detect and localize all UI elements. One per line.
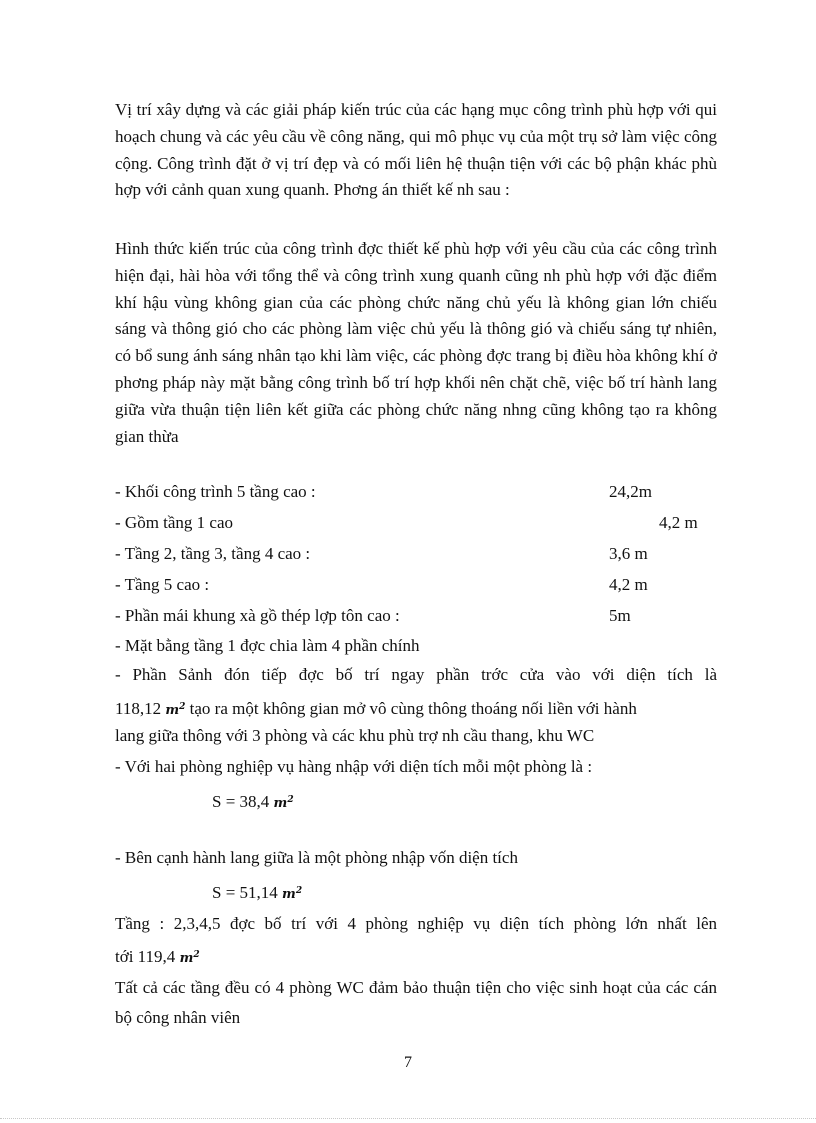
spec-label: - Tầng 5 cao :	[115, 575, 210, 594]
formula-text: S = 38,4	[212, 792, 270, 811]
floor1-layout-line: - Mặt bằng tầng 1 đợc chia làm 4 phần chính	[115, 636, 420, 655]
upper-floors-line-2	[115, 944, 717, 970]
area-formula-1	[212, 789, 294, 815]
page-bottom-divider	[0, 1118, 816, 1119]
spec-value: 4,2 m	[659, 513, 698, 532]
spec-label: - Gồm tầng 1 cao	[115, 513, 234, 532]
upper-floors-line-1: Tầng : 2,3,4,5 đợc bố trí với 4 phòng nghiệp vụ diện tích phòng lớn nhất lên	[115, 914, 717, 933]
lobby-line-3: lang giữa thông với 3 phòng và các khu phù trợ nh cầu thang, khu WC	[115, 726, 595, 745]
architecture-paragraph: Hình thức kiến trúc của công trình đợc thiết kế phù hợp với yêu cầu của các công trình hiện đại, hài hòa với tổng thể và công trình xung quanh cũng nh phù hợp với đặc điểm khí hậu vùng không gian của các phòng chức năng chủ yếu là không gian lớn chiếu sáng và thông gió cho các phòng làm việc chủ yếu là thông gió và chiếu sáng tự nhiên, có bổ sung ánh sáng nhân tạo khi làm việc, các phòng đợc trang bị điều hòa không khí ở phơng pháp này mặt bằng công trình bố trí hợp khối nên chặt chẽ, việc bố trí hành lang giữa vừa thuận tiện liên kết giữa các phòng chức năng nhng cũng không tạo ra không gian thừa	[115, 239, 717, 446]
spec-value: 5m	[609, 606, 631, 625]
closing-paragraph: Tất cả các tầng đều có 4 phòng WC đảm bảo thuận tiện cho việc sinh hoạt của các cán bộ công nhân viên	[115, 978, 717, 1027]
page-number: 7	[404, 1054, 412, 1071]
spec-value: 3,6 m	[609, 544, 648, 563]
lobby-line-2	[115, 696, 717, 722]
lobby-line-1: - Phần Sảnh đón tiếp đợc bố trí ngay phần trớc cửa vào với diện tích là	[115, 665, 717, 684]
lobby-area-value: 118,12	[115, 699, 162, 718]
spec-label: - Tầng 2, tầng 3, tầng 4 cao :	[115, 544, 311, 563]
rooms-line: - Với hai phòng nghiệp vụ hàng nhập với diện tích mỗi một phòng là :	[115, 757, 593, 776]
square-meter-unit: $m^2$	[179, 950, 200, 966]
square-meter-unit: $m^2$	[282, 886, 303, 902]
spec-value: 24,2m	[609, 482, 652, 501]
spec-value: 4,2 m	[609, 575, 648, 594]
area-formula-2	[212, 880, 302, 906]
intro-paragraph: Vị trí xây dựng và các giải pháp kiến trúc của các hạng mục công trình phù hợp với qui hoạch chung và các yêu cầu về công năng, qui mô phục vụ của một trụ sở làm việc công cộng. Công trình đặt ở vị trí đẹp và có mối liên hệ thuận tiện với các bộ phận khác phù hợp với cảnh quan xung quanh. Phơng án thiết kế nh sau :	[115, 100, 717, 200]
spec-label: - Phần mái khung xà gồ thép lợp tôn cao :	[115, 606, 400, 625]
square-meter-unit: $m^2$	[273, 795, 294, 811]
hall-line: - Bên cạnh hành lang giữa là một phòng nhập vốn diện tích	[115, 848, 518, 867]
formula-text: S = 51,14	[212, 883, 278, 902]
spec-label: - Khối công trình 5 tầng cao :	[115, 482, 316, 501]
spec-row-floor1-height	[115, 512, 717, 534]
square-meter-unit: $m^2$	[165, 702, 186, 718]
lobby-line-2-text: tạo ra một không gian mở vô cùng thông thoáng nối liền với hành	[189, 699, 637, 718]
max-area-text: tới 119,4	[115, 947, 176, 966]
